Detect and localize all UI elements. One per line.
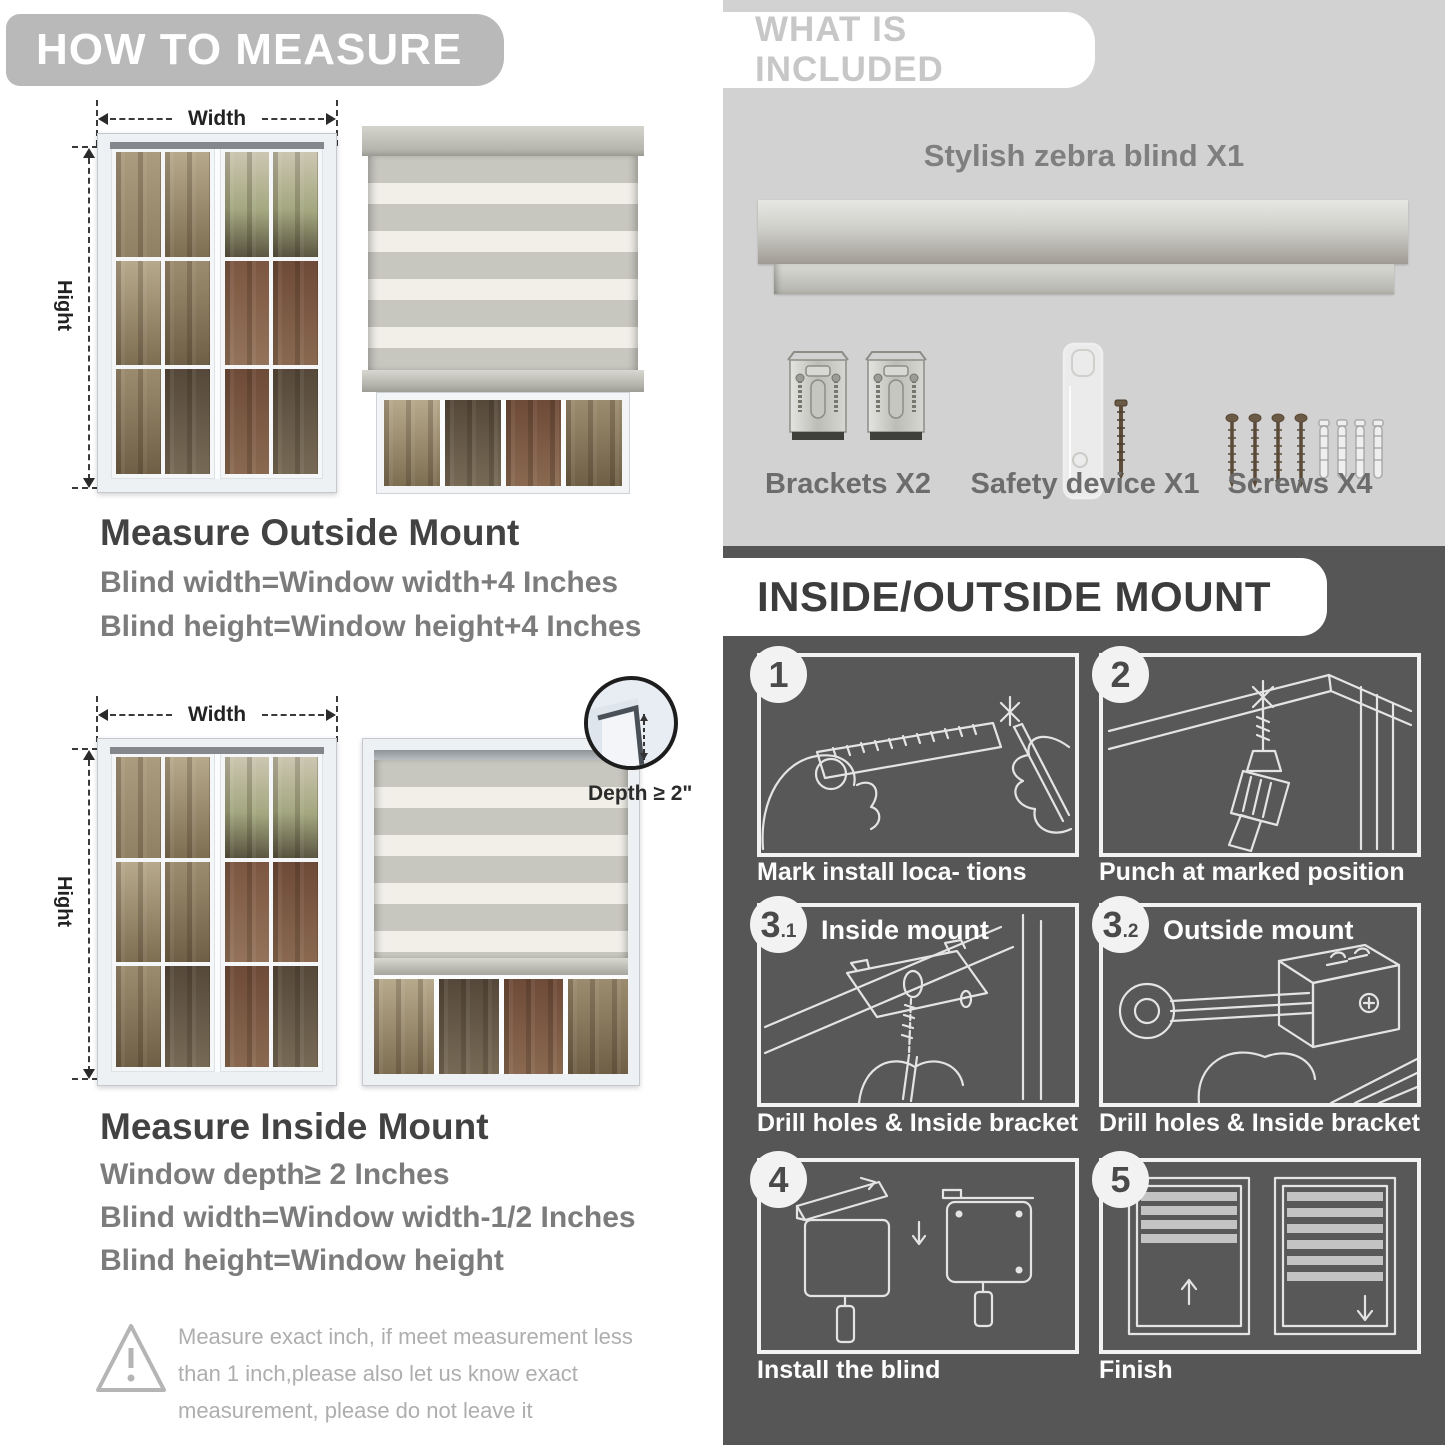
blind-fabric	[368, 156, 638, 370]
step-3-1-badge: 3 .1	[750, 896, 807, 953]
step-3-1-caption: Drill holes & Inside bracket	[757, 1109, 1078, 1137]
screws-label: Screws X4	[1227, 468, 1373, 500]
warning-line-2: than 1 inch,please also let us know exact	[178, 1361, 578, 1386]
how-to-measure-title: HOW TO MEASURE	[36, 25, 463, 74]
window-below-blind	[376, 392, 630, 494]
headrail-bottom-rail	[774, 264, 1394, 294]
outside-line-1: Blind width=Window width+4 Inches	[100, 566, 619, 599]
window-sashes	[111, 147, 323, 479]
what-is-included-header	[723, 12, 1095, 88]
step-3-1-title: Inside mount	[821, 915, 989, 945]
height-label-a: Hight	[53, 280, 75, 332]
height-label-b: Hight	[53, 876, 75, 928]
window-photo-inside	[97, 738, 337, 1086]
window-b-sash-left	[111, 752, 215, 1072]
depth-corner-art	[588, 680, 674, 766]
step-5-illustration	[1103, 1162, 1417, 1350]
inside-window-glass	[374, 975, 628, 1074]
step-3-2-caption: Drill holes & Inside bracket	[1099, 1109, 1420, 1137]
step-5-badge: 5	[1092, 1151, 1149, 1208]
safety-device-label: Safety device X1	[970, 468, 1200, 500]
zebra-blind-outside	[362, 126, 644, 494]
window-sash-right	[220, 147, 324, 479]
width-arrowhead-right	[326, 113, 336, 125]
height-dash	[88, 158, 90, 480]
width-dash-left-b	[110, 714, 172, 716]
width-label-b: Width	[187, 703, 247, 726]
height-arrowhead-up	[83, 148, 95, 158]
depth-note: Depth ≥ 2"	[588, 782, 693, 805]
warning-triangle-icon	[94, 1320, 168, 1398]
height-arrowhead-up-b	[83, 750, 95, 760]
step-1-caption: Mark install loca- tions	[757, 858, 1027, 886]
step-4-caption: Install the blind	[757, 1356, 941, 1384]
width-dash-left	[110, 118, 172, 120]
step-3-2-badge: 3 .2	[1092, 896, 1149, 953]
window-b-sash-right	[220, 752, 324, 1072]
measure-inside-title: Measure Inside Mount	[100, 1106, 489, 1147]
window-head-strip	[110, 142, 324, 149]
warning-text	[178, 1318, 648, 1429]
height-arrowhead-down	[83, 478, 95, 488]
width-arrowhead-right-b	[326, 709, 336, 721]
inside-line-1: Window depth≥ 2 Inches	[100, 1158, 450, 1191]
width-dash-right-b	[262, 714, 324, 716]
inside-blind-cassette	[374, 750, 628, 760]
inside-line-2: Blind width=Window width-1/2 Inches	[100, 1201, 636, 1234]
step-2-caption: Punch at marked position	[1099, 858, 1405, 886]
warning-line-1: Measure exact inch, if meet measurement less	[178, 1324, 633, 1349]
window-head-strip-b	[110, 747, 324, 754]
window-photo-outside	[97, 133, 337, 493]
inside-outside-mount-header	[723, 558, 1327, 636]
step-1-badge: 1	[750, 646, 807, 703]
what-is-included-title: WHAT IS INCLUDED	[755, 10, 944, 89]
width-dash-right	[262, 118, 324, 120]
step-2-illustration	[1103, 657, 1417, 853]
height-arrowhead-down-b	[83, 1069, 95, 1079]
bracket-icon	[786, 350, 850, 444]
step-3-2-title: Outside mount	[1163, 915, 1354, 945]
inside-line-3: Blind height=Window height	[100, 1244, 504, 1277]
depth-detail-icon	[584, 676, 678, 770]
outside-line-2: Blind height=Window height+4 Inches	[100, 610, 642, 643]
headrail-image	[758, 200, 1408, 264]
width-label-a: Width	[187, 107, 247, 130]
step-1-illustration	[761, 657, 1075, 853]
width-arrowhead-left	[98, 113, 108, 125]
brackets-label: Brackets X2	[764, 468, 932, 500]
width-arrowhead-left-b	[98, 709, 108, 721]
blind-cassette	[362, 126, 644, 156]
bracket-icon	[864, 350, 928, 444]
product-title: Stylish zebra blind X1	[923, 138, 1245, 173]
inside-outside-mount-title: INSIDE/OUTSIDE MOUNT	[757, 573, 1272, 620]
width-guide-right-b	[336, 696, 338, 742]
height-dash-b	[88, 760, 90, 1072]
blind-bottom-rail	[362, 370, 644, 392]
window-sash-left	[111, 147, 215, 479]
how-to-measure-header	[6, 14, 504, 86]
step-4-badge: 4	[750, 1151, 807, 1208]
measure-outside-title: Measure Outside Mount	[100, 512, 520, 553]
step-4-illustration	[761, 1162, 1075, 1350]
warning-line-3: measurement, please do not leave it	[178, 1398, 533, 1423]
step-5-caption: Finish	[1099, 1356, 1173, 1384]
step-2-badge: 2	[1092, 646, 1149, 703]
inside-blind-rail	[374, 958, 628, 975]
